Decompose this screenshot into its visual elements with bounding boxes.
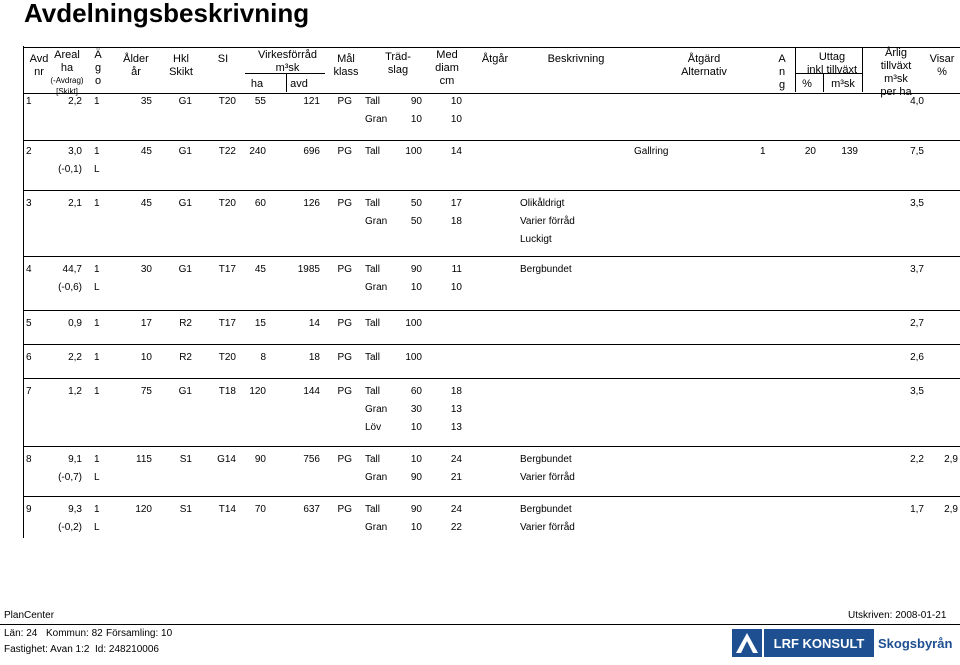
row-5-hkl: R2 bbox=[179, 318, 192, 329]
header-areal bbox=[49, 49, 85, 97]
row-1-areal: 2,2 bbox=[68, 96, 82, 107]
header-ang-3: g bbox=[778, 79, 786, 91]
row-2-arlig-tillvaxt: 7,5 bbox=[910, 146, 924, 157]
header-med-3: cm bbox=[439, 75, 455, 87]
header-med bbox=[432, 49, 462, 88]
row-7-areal: 1,2 bbox=[68, 386, 82, 397]
header-hkl-1: Hkl bbox=[173, 53, 189, 65]
row-7-species-0: Tall bbox=[365, 386, 381, 397]
footer-id: Id: 248210006 bbox=[95, 644, 159, 655]
row-9-species-pct-0: 90 bbox=[410, 504, 422, 515]
row-5-arlig-tillvaxt: 2,7 bbox=[910, 318, 924, 329]
row-9-ago-sub: L bbox=[94, 522, 100, 533]
row-1-species-0: Tall bbox=[365, 96, 381, 107]
header-ago-2: g bbox=[94, 62, 102, 74]
header-hkl-2: Skikt bbox=[169, 66, 193, 78]
row-9-arlig-tillvaxt: 1,7 bbox=[910, 504, 924, 515]
row-3-arlig-tillvaxt: 3,5 bbox=[910, 198, 924, 209]
row-4-malklass: PG bbox=[337, 264, 352, 275]
row-4-arlig-tillvaxt: 3,7 bbox=[910, 264, 924, 275]
row-6-ago: 1 bbox=[94, 352, 100, 363]
row-1-species-1: Gran bbox=[365, 114, 388, 125]
row-2-malklass: PG bbox=[337, 146, 352, 157]
header-med-1: Med bbox=[436, 49, 458, 61]
row-8-species-1: Gran bbox=[365, 472, 388, 483]
row-9-si: T14 bbox=[218, 504, 236, 515]
table-left-border bbox=[23, 46, 24, 538]
row-3-diam-1: 18 bbox=[450, 216, 462, 227]
row-7-diam-0: 18 bbox=[450, 386, 462, 397]
row-separator bbox=[23, 140, 960, 141]
row-2-species-0: Tall bbox=[365, 146, 381, 157]
row-6-virke-avd: 18 bbox=[308, 352, 320, 363]
row-2-areal: 3,0 bbox=[68, 146, 82, 157]
row-5-avd: 5 bbox=[26, 318, 32, 329]
row-1-hkl: G1 bbox=[178, 96, 192, 107]
row-9-beskrivning-1: Varier förråd bbox=[520, 522, 575, 533]
row-separator bbox=[23, 496, 960, 497]
row-1-malklass: PG bbox=[337, 96, 352, 107]
row-6-avd: 6 bbox=[26, 352, 32, 363]
header-uttag-pct: % bbox=[802, 78, 812, 90]
row-2-avd: 2 bbox=[26, 146, 32, 157]
header-vrule-uttag-left bbox=[795, 47, 796, 92]
row-3-areal: 2,1 bbox=[68, 198, 82, 209]
row-1-alder: 35 bbox=[140, 96, 152, 107]
row-1-virke-avd: 121 bbox=[303, 96, 320, 107]
row-4-virke-ha: 45 bbox=[254, 264, 266, 275]
row-9-malklass: PG bbox=[337, 504, 352, 515]
row-4-areal: 44,7 bbox=[62, 264, 82, 275]
header-vrule-uttag-right bbox=[862, 47, 863, 92]
row-3-beskrivning-2: Luckigt bbox=[520, 234, 552, 245]
row-9-diam-0: 24 bbox=[450, 504, 462, 515]
footer-lan: Län: 24 bbox=[4, 628, 38, 639]
header-visar-2: % bbox=[937, 66, 947, 78]
row-2-diam-0: 14 bbox=[450, 146, 462, 157]
header-beskrivning: Beskrivning bbox=[547, 53, 605, 65]
row-5-areal: 0,9 bbox=[68, 318, 82, 329]
header-rule-virke bbox=[245, 73, 325, 74]
row-7-diam-1: 13 bbox=[450, 404, 462, 415]
row-6-hkl: R2 bbox=[179, 352, 192, 363]
row-7-virke-avd: 144 bbox=[303, 386, 320, 397]
row-1-virke-ha: 55 bbox=[254, 96, 266, 107]
header-tradslag bbox=[380, 51, 416, 77]
row-7-species-pct-2: 10 bbox=[410, 422, 422, 433]
header-areal-3: (-Avdrag) bbox=[50, 76, 84, 85]
row-4-ago-sub: L bbox=[94, 282, 100, 293]
header-ang-2: n bbox=[778, 66, 786, 78]
row-4-alder: 30 bbox=[140, 264, 152, 275]
header-ang bbox=[776, 53, 788, 92]
row-2-uttag-m3: 139 bbox=[841, 146, 858, 157]
row-8-visar: 2,9 bbox=[944, 454, 958, 465]
header-alder bbox=[120, 53, 152, 79]
row-3-hkl: G1 bbox=[178, 198, 192, 209]
row-2-virke-avd: 696 bbox=[303, 146, 320, 157]
row-8-diam-1: 21 bbox=[450, 472, 462, 483]
row-2-alder: 45 bbox=[140, 146, 152, 157]
header-mal-1: Mål bbox=[337, 53, 355, 65]
page-title: Avdelningsbeskrivning bbox=[24, 0, 310, 28]
row-9-avdrag: (-0,2) bbox=[58, 522, 82, 533]
row-9-species-0: Tall bbox=[365, 504, 381, 515]
footer-fastighet: Fastighet: Avan 1:2 bbox=[4, 644, 90, 655]
header-ago bbox=[93, 49, 103, 88]
row-6-species-0: Tall bbox=[365, 352, 381, 363]
header-uttag-2: inkl tillväxt bbox=[806, 64, 858, 76]
row-4-beskrivning-0: Bergbundet bbox=[520, 264, 572, 275]
header-uttag-m3sk: m³sk bbox=[831, 78, 855, 90]
row-3-species-pct-0: 50 bbox=[410, 198, 422, 209]
row-6-alder: 10 bbox=[140, 352, 152, 363]
row-9-visar: 2,9 bbox=[944, 504, 958, 515]
row-7-diam-2: 13 bbox=[450, 422, 462, 433]
row-1-arlig-tillvaxt: 4,0 bbox=[910, 96, 924, 107]
row-8-diam-0: 24 bbox=[450, 454, 462, 465]
header-tradslag-2: slag bbox=[387, 64, 409, 76]
row-9-beskrivning-0: Bergbundet bbox=[520, 504, 572, 515]
row-9-species-1: Gran bbox=[365, 522, 388, 533]
header-virkesforrad-1: Virkesförråd bbox=[257, 49, 318, 61]
row-2-species-pct-0: 100 bbox=[405, 146, 422, 157]
row-1-ago: 1 bbox=[94, 96, 100, 107]
row-2-ago: 1 bbox=[94, 146, 100, 157]
row-6-areal: 2,2 bbox=[68, 352, 82, 363]
row-5-species-pct-0: 100 bbox=[405, 318, 422, 329]
row-4-si: T17 bbox=[218, 264, 236, 275]
header-arlig-4: per ha bbox=[880, 86, 912, 98]
row-3-species-1: Gran bbox=[365, 216, 388, 227]
row-separator bbox=[23, 190, 960, 191]
row-separator bbox=[23, 446, 960, 447]
row-8-hkl: S1 bbox=[179, 454, 192, 465]
row-1-diam-0: 10 bbox=[450, 96, 462, 107]
row-9-alder: 120 bbox=[135, 504, 152, 515]
row-3-diam-0: 17 bbox=[450, 198, 462, 209]
row-8-ago-sub: L bbox=[94, 472, 100, 483]
row-7-ago: 1 bbox=[94, 386, 100, 397]
header-visar bbox=[928, 53, 956, 79]
footer-forsamling: Församling: 10 bbox=[106, 628, 173, 639]
row-6-si: T20 bbox=[218, 352, 236, 363]
row-8-species-pct-1: 90 bbox=[410, 472, 422, 483]
row-7-si: T18 bbox=[218, 386, 236, 397]
header-virkesforrad-2: m³sk bbox=[275, 62, 300, 74]
row-7-virke-ha: 120 bbox=[249, 386, 266, 397]
row-9-hkl: S1 bbox=[179, 504, 192, 515]
row-5-si: T17 bbox=[218, 318, 236, 329]
header-hkl bbox=[166, 53, 196, 79]
row-7-species-1: Gran bbox=[365, 404, 388, 415]
row-2-atgard: Gallring bbox=[634, 146, 669, 157]
row-2-virke-ha: 240 bbox=[249, 146, 266, 157]
row-5-virke-avd: 14 bbox=[308, 318, 320, 329]
row-1-avd: 1 bbox=[26, 96, 32, 107]
row-2-ang: 1 bbox=[760, 146, 766, 157]
header-mal bbox=[330, 53, 362, 79]
row-separator bbox=[23, 344, 960, 345]
header-atgar: Åtgår bbox=[481, 53, 509, 65]
row-3-avd: 3 bbox=[26, 198, 32, 209]
header-vrule-virke bbox=[286, 73, 287, 92]
row-3-virke-avd: 126 bbox=[303, 198, 320, 209]
header-avd-1: Avd bbox=[29, 53, 49, 65]
row-5-species-0: Tall bbox=[365, 318, 381, 329]
row-8-ago: 1 bbox=[94, 454, 100, 465]
row-7-alder: 75 bbox=[140, 386, 152, 397]
row-7-species-pct-1: 30 bbox=[410, 404, 422, 415]
row-5-malklass: PG bbox=[337, 318, 352, 329]
header-atgard-2: Alternativ bbox=[681, 66, 727, 78]
row-3-beskrivning-1: Varier förråd bbox=[520, 216, 575, 227]
row-5-ago: 1 bbox=[94, 318, 100, 329]
row-9-ago: 1 bbox=[94, 504, 100, 515]
row-8-virke-ha: 90 bbox=[254, 454, 266, 465]
row-8-beskrivning-0: Bergbundet bbox=[520, 454, 572, 465]
footer-printed-date: Utskriven: 2008-01-21 bbox=[848, 610, 947, 621]
row-4-ago: 1 bbox=[94, 264, 100, 275]
row-separator bbox=[23, 378, 960, 379]
row-8-alder: 115 bbox=[136, 454, 152, 465]
row-9-areal: 9,3 bbox=[68, 504, 82, 515]
header-virkesforrad bbox=[250, 49, 325, 75]
row-2-hkl: G1 bbox=[178, 146, 192, 157]
row-8-species-pct-0: 10 bbox=[410, 454, 422, 465]
header-atgard-1: Åtgärd bbox=[687, 53, 721, 65]
row-6-malklass: PG bbox=[337, 352, 352, 363]
header-rule-uttag bbox=[796, 73, 862, 74]
header-ha: ha bbox=[250, 78, 264, 90]
footer-kommun: Kommun: 82 bbox=[46, 628, 103, 639]
row-7-species-2: Löv bbox=[365, 422, 382, 433]
row-6-arlig-tillvaxt: 2,6 bbox=[910, 352, 924, 363]
row-1-species-pct-0: 90 bbox=[410, 96, 422, 107]
row-3-si: T20 bbox=[218, 198, 236, 209]
header-avd-2: nr bbox=[34, 66, 44, 78]
lrf-logo-graphic bbox=[730, 626, 956, 660]
row-4-hkl: G1 bbox=[178, 264, 192, 275]
row-3-alder: 45 bbox=[140, 198, 152, 209]
row-3-ago: 1 bbox=[94, 198, 100, 209]
header-arlig-2: tillväxt bbox=[880, 60, 912, 72]
row-7-species-pct-0: 60 bbox=[410, 386, 422, 397]
row-7-hkl: G1 bbox=[178, 386, 192, 397]
header-mal-2: klass bbox=[333, 66, 359, 78]
row-8-virke-avd: 756 bbox=[303, 454, 320, 465]
header-ago-3: o bbox=[94, 75, 102, 87]
row-4-species-pct-1: 10 bbox=[410, 282, 422, 293]
row-2-ago-sub: L bbox=[94, 164, 100, 175]
header-ago-1: Ä bbox=[94, 49, 102, 61]
row-separator bbox=[23, 310, 960, 311]
header-visar-1: Visar bbox=[929, 53, 955, 65]
row-7-arlig-tillvaxt: 3,5 bbox=[910, 386, 924, 397]
row-9-diam-1: 22 bbox=[450, 522, 462, 533]
row-8-avdrag: (-0,7) bbox=[58, 472, 82, 483]
header-areal-2: ha bbox=[60, 62, 74, 74]
row-2-si: T22 bbox=[218, 146, 236, 157]
row-4-virke-avd: 1985 bbox=[297, 264, 320, 275]
row-4-diam-0: 11 bbox=[451, 264, 462, 275]
row-7-avd: 7 bbox=[26, 386, 32, 397]
header-areal-4: [Skikt] bbox=[56, 87, 78, 96]
row-1-diam-1: 10 bbox=[450, 114, 462, 125]
row-3-species-pct-1: 50 bbox=[410, 216, 422, 227]
row-8-avd: 8 bbox=[26, 454, 32, 465]
row-4-species-pct-0: 90 bbox=[410, 264, 422, 275]
row-1-si: T20 bbox=[218, 96, 236, 107]
row-9-virke-ha: 70 bbox=[254, 504, 266, 515]
header-si: SI bbox=[217, 53, 229, 65]
row-3-malklass: PG bbox=[337, 198, 352, 209]
row-8-si: G14 bbox=[217, 454, 236, 465]
header-alder-1: Ålder bbox=[123, 53, 149, 65]
row-4-species-0: Tall bbox=[365, 264, 381, 275]
row-4-avdrag: (-0,6) bbox=[58, 282, 82, 293]
row-6-species-pct-0: 100 bbox=[405, 352, 422, 363]
row-8-beskrivning-1: Varier förråd bbox=[520, 472, 575, 483]
header-tradslag-1: Träd- bbox=[385, 51, 411, 63]
row-3-species-0: Tall bbox=[365, 198, 381, 209]
row-3-virke-ha: 60 bbox=[254, 198, 266, 209]
row-9-avd: 9 bbox=[26, 504, 32, 515]
row-5-virke-ha: 15 bbox=[254, 318, 266, 329]
row-9-virke-avd: 637 bbox=[303, 504, 320, 515]
logo-text-skogsbyran: Skogsbyrån bbox=[878, 636, 953, 651]
row-separator bbox=[23, 256, 960, 257]
row-4-diam-1: 10 bbox=[450, 282, 462, 293]
footer-rule bbox=[0, 624, 960, 625]
header-ang-1: A bbox=[778, 53, 786, 65]
row-2-avdrag: (-0,1) bbox=[58, 164, 82, 175]
logo-text-konsult: LRF KONSULT bbox=[773, 636, 865, 651]
row-4-avd: 4 bbox=[26, 264, 32, 275]
row-2-uttag-pct: 20 bbox=[804, 146, 816, 157]
header-areal-1: Areal bbox=[54, 49, 80, 61]
header-uttag-1: Uttag bbox=[818, 51, 846, 63]
footer-plancenter: PlanCenter bbox=[4, 610, 55, 621]
row-8-areal: 9,1 bbox=[68, 454, 82, 465]
header-avd-sub: avd bbox=[290, 78, 308, 90]
lrf-konsult-logo bbox=[730, 626, 956, 660]
row-8-arlig-tillvaxt: 2,2 bbox=[910, 454, 924, 465]
header-arlig-3: m³sk bbox=[884, 73, 908, 85]
row-8-species-0: Tall bbox=[365, 454, 381, 465]
row-9-species-pct-1: 10 bbox=[410, 522, 422, 533]
header-arlig bbox=[876, 47, 916, 99]
header-alder-2: år bbox=[131, 66, 141, 78]
header-arlig-1: Årlig bbox=[884, 47, 907, 59]
header-med-2: diam bbox=[435, 62, 459, 74]
row-3-beskrivning-0: Olikåldrigt bbox=[520, 198, 565, 209]
row-6-virke-ha: 8 bbox=[260, 352, 266, 363]
row-1-species-pct-1: 10 bbox=[410, 114, 422, 125]
header-vrule-uttag bbox=[823, 73, 824, 92]
row-5-alder: 17 bbox=[140, 318, 152, 329]
row-4-species-1: Gran bbox=[365, 282, 388, 293]
header-atgard bbox=[674, 53, 734, 79]
row-7-malklass: PG bbox=[337, 386, 352, 397]
row-8-malklass: PG bbox=[337, 454, 352, 465]
